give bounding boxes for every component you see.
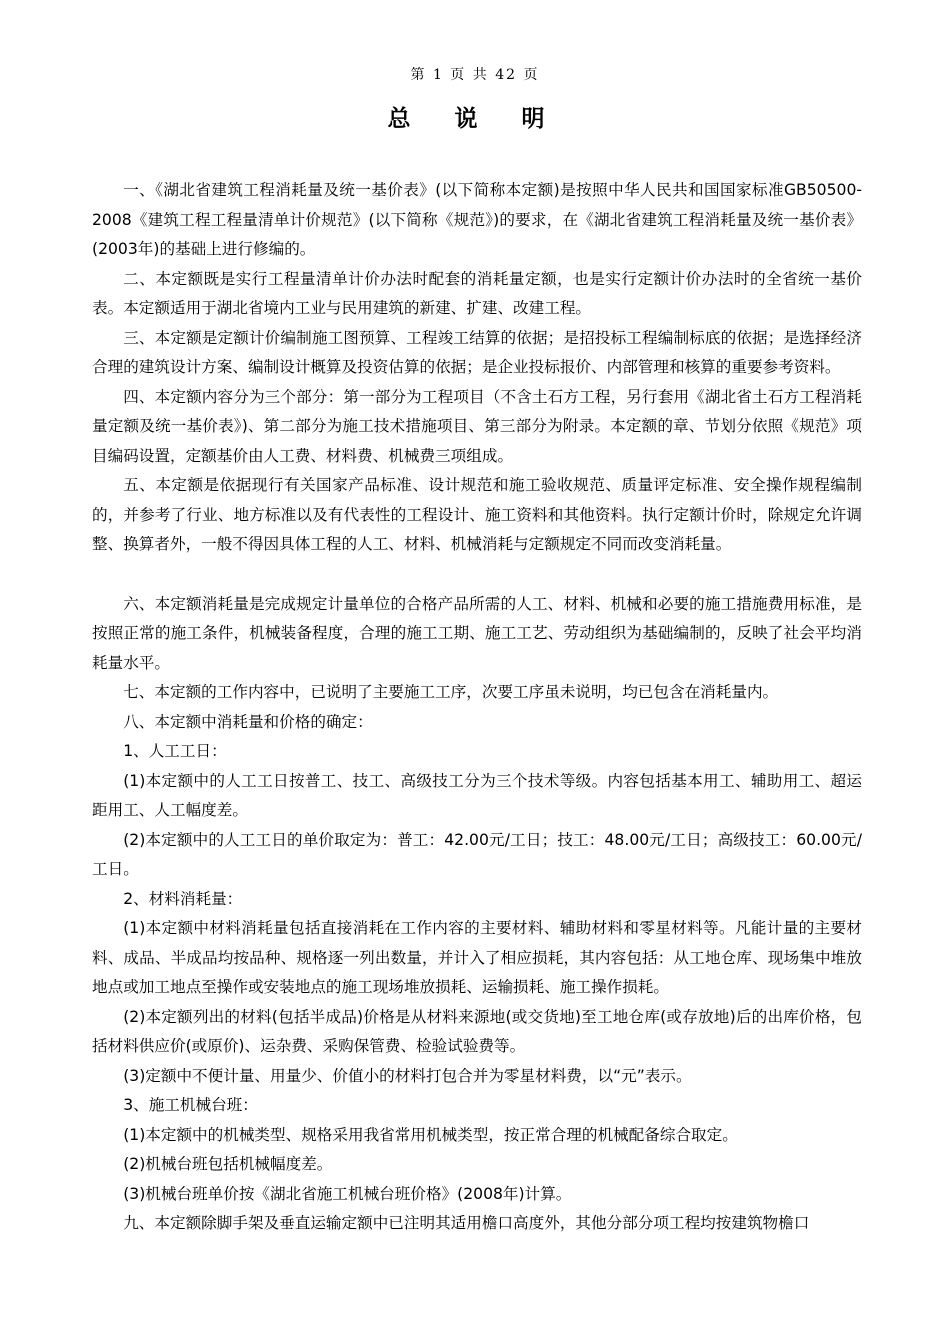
machinery-item-3: (3)机械台班单价按《湖北省施工机械台班价格》(2008年)计算。 — [123, 1184, 572, 1203]
paragraph-1: 一、《湖北省建筑工程消耗量及统一基价表》(以下简称本定额)是按照中华人民共和国国家标准GB50500-2008《建筑工程工程量清单计价规范》(以下简称《规范》)的要求，在《湖北省建筑工程消耗量及统一基价表》(2003年)的基础上进行修编的。 — [92, 181, 862, 258]
page-title: 总 说 明 — [387, 106, 563, 132]
paragraph-2: 二、本定额既是实行工程量清单计价办法时配套的消耗量定额，也是实行定额计价办法时的全省统一基价表。本定额适用于湖北省境内工业与民用建筑的新建、扩建、改建工程。 — [92, 269, 862, 317]
materials-item-1: (1)本定额中材料消耗量包括直接消耗在工作内容的主要材料、辅助材料和零星材料等。凡能计量的主要材料、成品、半成品均按品种、规格逐一列出数量，并计入了相应损耗，其内容包括：从工地仓库、现场集中堆放地点或加工地点至操作或安装地点的施工现场堆放损耗、运输损耗、施工操作损耗。 — [92, 919, 862, 996]
materials-item-2: (2)本定额列出的材料(包括半成品)价格是从材料来源地(或交货地)至工地仓库(或存放地)后的出库价格，包括材料供应价(或原价)、运杂费、采购保管费、检验试验费等。 — [92, 1007, 862, 1055]
paragraph-7: 七、本定额的工作内容中，已说明了主要施工工序，次要工序虽未说明，均已包含在消耗量内。 — [123, 683, 779, 701]
paragraph-8: 八、本定额中消耗量和价格的确定： — [123, 712, 373, 731]
machinery-item-1: (1)本定额中的机械类型、规格采用我省常用机械类型，按正常合理的机械配备综合取定。 — [123, 1125, 738, 1144]
subheading-labor: 1、人工工日： — [123, 742, 227, 760]
labor-item-2: (2)本定额中的人工工日的单价取定为：普工：42.00元/工日；技工：48.00元/工日；高级技工：60.00元/工日。 — [92, 830, 862, 878]
labor-item-1: (1)本定额中的人工工日按普工、技工、高级技工分为三个技术等级。内容包括基本用工、辅助用工、超运距用工、人工幅度差。 — [92, 771, 862, 819]
machinery-item-2: (2)机械台班包括机械幅度差。 — [123, 1155, 333, 1173]
document-body — [92, 176, 862, 1239]
paragraph-3: 三、本定额是定额计价编制施工图预算、工程竣工结算的依据；是招投标工程编制标底的依据；是选择经济合理的建筑设计方案、编制设计概算及投资估算的依据；是企业投标报价、内部管理和核算的重要参考资料。 — [92, 328, 862, 376]
paragraph-5: 五、本定额是依据现行有关国家产品标准、设计规范和施工验收规范、质量评定标准、安全操作规程编制的，并参考了行业、地方标准以及有代表性的工程设计、施工资料和其他资料。执行定额计价时，除规定允许调整、换算者外，一般不得因具体工程的人工、材料、机械消耗与定额规定不同而改变消耗量。 — [92, 476, 862, 553]
materials-item-3: (3)定额中不便计量、用量少、价值小的材料打包合并为零星材料费，以“元”表示。 — [123, 1066, 692, 1085]
paragraph-9: 九、本定额除脚手架及垂直运输定额中已注明其适用檐口高度外，其他分部分项工程均按建筑物檐口 — [123, 1214, 810, 1232]
page-number-header: 第 1 页 共 42 页 — [410, 67, 540, 83]
paragraph-4: 四、本定额内容分为三个部分：第一部分为工程项目（不含土石方工程，另行套用《湖北省土石方工程消耗量定额及统一基价表》)、第二部分为施工技术措施项目、第三部分为附录。本定额的章、节划分依照《规范》项目编码设置，定额基价由人工费、材料费、机械费三项组成。 — [92, 387, 862, 465]
paragraph-6: 六、本定额消耗量是完成规定计量单位的合格产品所需的人工、材料、机械和必要的施工措施费用标准，是按照正常的施工条件，机械装备程度，合理的施工工期、施工工艺、劳动组织为基础编制的，反映了社会平均消耗量水平。 — [92, 594, 862, 672]
subheading-materials: 2、材料消耗量： — [123, 889, 243, 908]
subheading-machinery: 3、施工机械台班： — [123, 1096, 258, 1114]
